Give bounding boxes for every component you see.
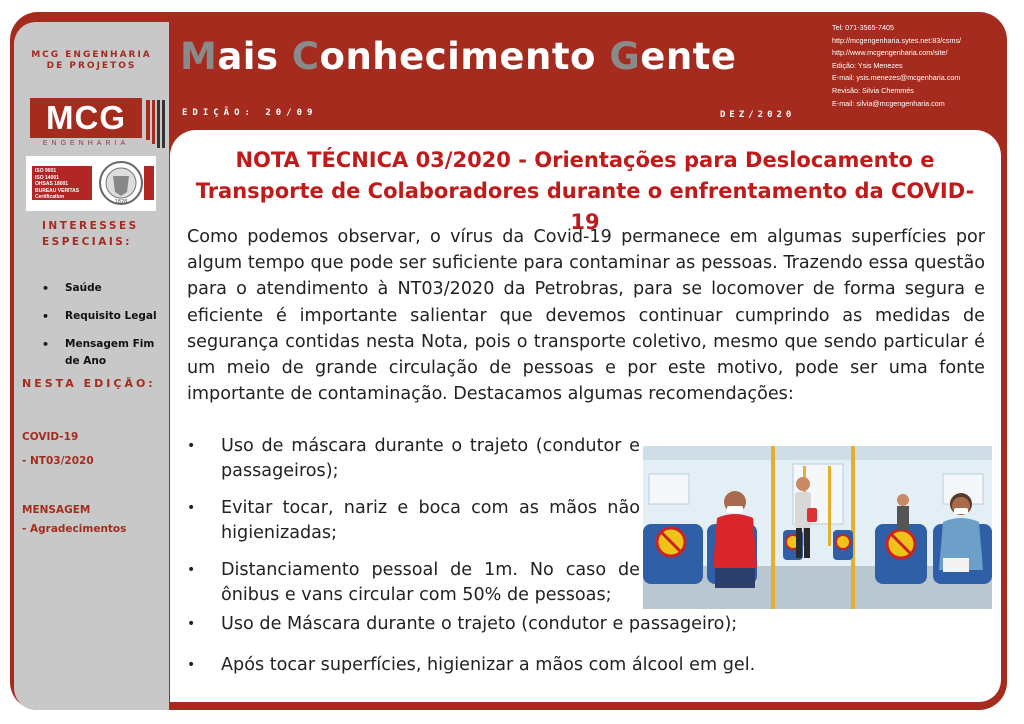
- toc-covid: COVID-19: [22, 431, 79, 443]
- certification-badge: [26, 156, 156, 211]
- recommendation-item: • Após tocar superfícies, higienizar a mãos com álcool em gel.: [187, 653, 947, 678]
- masthead-cap: M: [180, 35, 218, 78]
- interests-heading: [42, 218, 139, 250]
- recommendation-item: • Distanciamento pessoal de 1m. No caso de ônibus e vans circular com 50% de pessoas;: [187, 558, 640, 608]
- contact-line: http://mcgengenharia.sytes.net:83/csms/: [832, 35, 962, 45]
- interests-list: [40, 280, 170, 381]
- logo-text: MCG: [30, 98, 142, 138]
- edition-heading: NESTA EDIÇÃO:: [22, 377, 156, 390]
- contact-line: http://www.mcgengenharia.com/site/: [832, 48, 948, 58]
- cert-seal-year: 1828: [114, 199, 128, 205]
- brand-line-2: DE PROJETOS: [46, 61, 137, 71]
- masthead-title: [180, 32, 736, 82]
- contact-line: E-mail: silvia@mcgengenharia.com: [832, 98, 945, 108]
- toc-message: MENSAGEM: [22, 504, 91, 516]
- interests-heading-line: ESPECIAIS:: [42, 236, 133, 248]
- contact-info: [832, 22, 1007, 110]
- article-intro: Como podemos observar, o vírus da Covid-19 permanece em algumas superfícies por algum tempo que pode ser suficiente para contaminar as pessoas. Trazendo essa questão para o atendimento à NT03/2020 da Petrobras, para se locomover de forma segura e eficiente é importante salientar que devemos continuar cumprindo as medidas de segurança contidas nesta Nota, pois o transporte coletivo, mesmo que sendo particular é um meio de grande circulação de pessoas e por este motivo, pode ser uma fonte importante de contaminação. Destacamos algumas recomendações:: [187, 227, 985, 405]
- logo-subtitle: ENGENHARIA: [42, 140, 130, 147]
- toc-nt: - NT03/2020: [22, 455, 94, 467]
- recommendation-item: • Uso de máscara durante o trajeto (condutor e passageiros);: [187, 434, 640, 484]
- bus-interior-illustration: [643, 446, 992, 609]
- masthead-word: ente: [640, 35, 737, 78]
- recommendation-item: • Uso de Máscara durante o trajeto (condutor e passageiro);: [187, 612, 947, 637]
- cert-line: Certification: [35, 194, 65, 200]
- cert-stripe: [144, 166, 154, 200]
- bureau-veritas-seal-icon: [98, 160, 144, 206]
- mcg-logo-bars-icon: [146, 100, 168, 148]
- content-panel: [170, 130, 1001, 702]
- interests-heading-line: INTERESSES: [42, 220, 139, 232]
- masthead-cap: G: [609, 35, 641, 78]
- interest-item: • Saúde: [40, 280, 170, 297]
- masthead-word: onhecimento: [319, 35, 610, 78]
- edition-number: EDIÇÃO: 20/09: [182, 108, 318, 118]
- contact-line: Edição: Ysis Menezes: [832, 60, 903, 70]
- sidebar: [14, 22, 169, 710]
- brand-name: [14, 50, 169, 72]
- contact-line: Revisão: Silvia Chemmés: [832, 85, 914, 95]
- masthead-word: ais: [217, 35, 292, 78]
- cert-text: [32, 166, 92, 200]
- cert-line: ISO 14001: [35, 174, 59, 181]
- interest-item: • Mensagem Fim de Ano: [40, 336, 170, 370]
- cert-line: BUREAU VERITAS: [35, 187, 80, 194]
- edition-date: DEZ/2020: [720, 110, 796, 120]
- article-title: NOTA TÉCNICA 03/2020 - Orientações para Deslocamento e Transporte de Colaboradores durante o enfrentamento da COVID-19: [195, 148, 975, 234]
- cert-line: ISO 9001: [35, 168, 57, 174]
- interest-item: • Requisito Legal: [40, 308, 170, 325]
- cert-line: OHSAS 18001: [35, 181, 69, 187]
- masthead-cap: C: [291, 35, 320, 78]
- contact-line: Tel: 071-3565-7405: [832, 23, 894, 32]
- contact-line: E-mail: ysis.menezes@mcgenharia.com: [832, 73, 961, 83]
- mcg-logo: [30, 98, 172, 148]
- toc-thanks: - Agradecimentos: [22, 523, 127, 535]
- brand-line-1: MCG ENGENHARIA: [31, 50, 152, 60]
- recommendation-item: • Evitar tocar, nariz e boca com as mãos não higienizadas;: [187, 496, 640, 546]
